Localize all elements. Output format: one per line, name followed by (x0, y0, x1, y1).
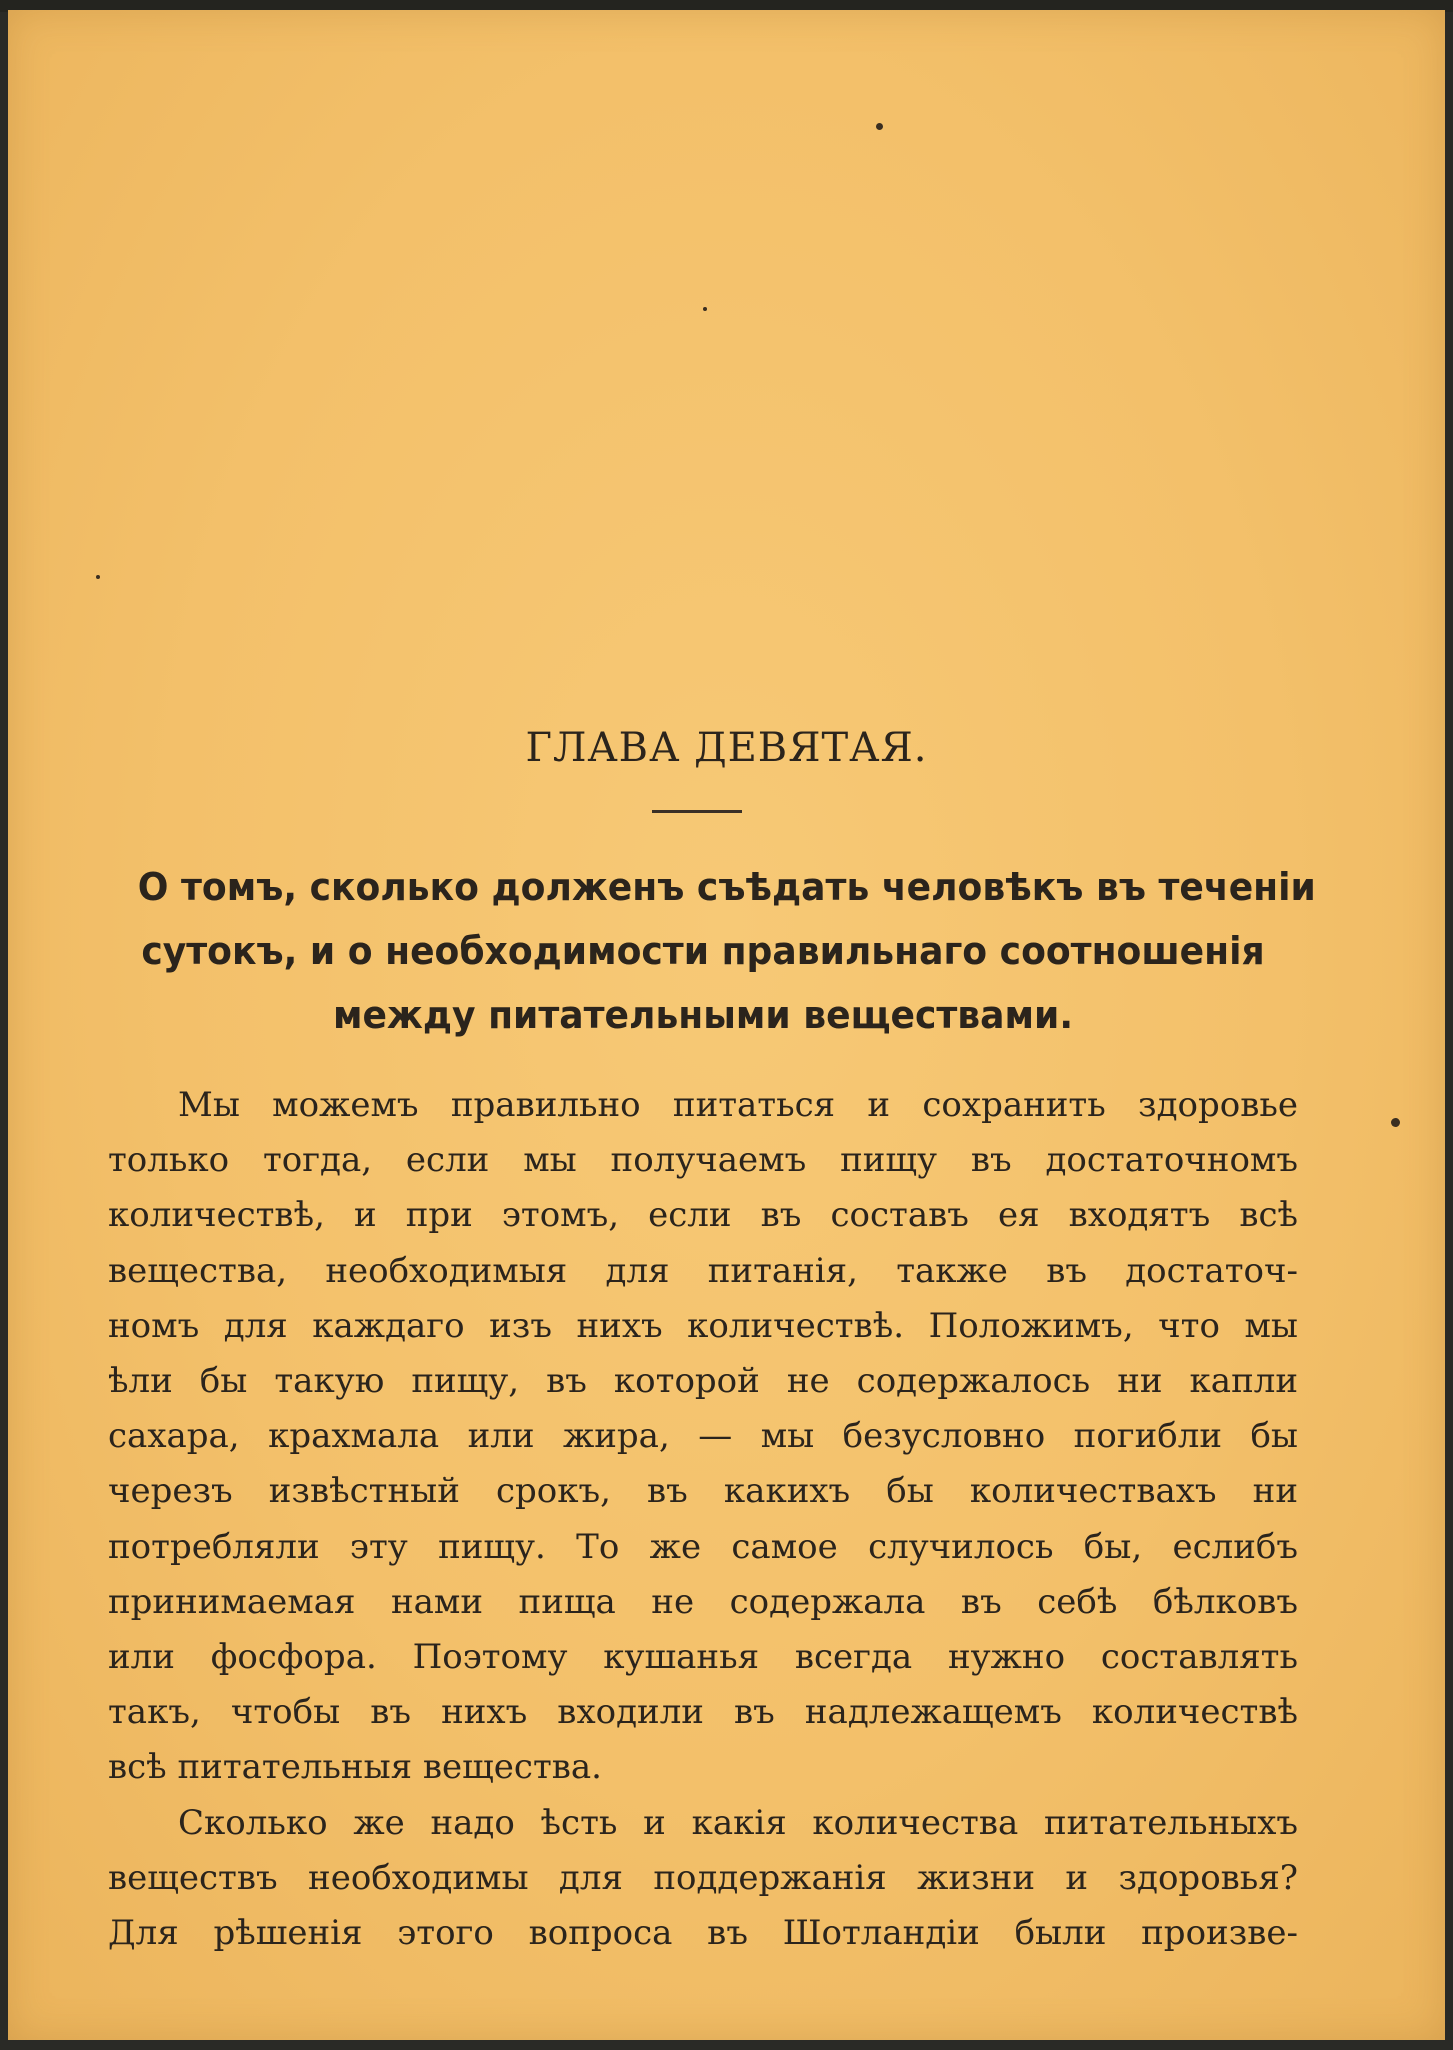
text-line: вещества, необходимыя для питанія, также въ достаточ- (108, 1250, 1298, 1291)
text-line: потребляли эту пищу. То же самое случилось бы, еслибъ (108, 1526, 1298, 1567)
paper-speck (703, 307, 707, 311)
text-line: принимаемая нами пища не содержала въ себѣ бѣлковъ (108, 1581, 1298, 1622)
chapter-heading: ГЛАВА ДЕВЯТАЯ. (525, 724, 928, 771)
text-line: всѣ питательныя вещества. (108, 1747, 602, 1788)
text-line: сахара, крахмала или жира, — мы безусловно погибли бы (108, 1416, 1298, 1457)
text-line: Для рѣшенія этого вопроса въ Шотландіи были произве- (108, 1913, 1298, 1954)
text-line: или фосфора. Поэтому кушанья всегда нужно составлять (108, 1637, 1298, 1678)
chapter-title (137, 855, 1316, 1047)
body-text (108, 1078, 1298, 1961)
text-line: Сколько же надо ѣсть и какія количества питательныхъ (178, 1802, 1298, 1843)
text-line: веществъ необходимы для поддержанія жизни и здоровья? (108, 1857, 1298, 1898)
paper-speck (1391, 1118, 1400, 1127)
text-line: количествѣ, и при этомъ, если въ составъ ея входятъ всѣ (108, 1195, 1298, 1236)
text-line: номъ для каждаго изъ нихъ количествѣ. Положимъ, что мы (108, 1305, 1298, 1346)
text-line: черезъ извѣстный срокъ, въ какихъ бы количествахъ ни (108, 1471, 1298, 1512)
book-page (8, 10, 1445, 2040)
paper-speck (96, 575, 100, 579)
text-line: ѣли бы такую пищу, въ которой не содержалось ни капли (108, 1361, 1298, 1402)
text-line: Мы можемъ правильно питаться и сохранить здоровье (178, 1085, 1298, 1125)
chapter-title-line: сутокъ, и о необходимости правильнаго соотношенія (141, 929, 1265, 973)
paragraph (108, 1078, 1298, 1796)
paper-speck (876, 123, 883, 130)
chapter-title-line: между питательными веществами. (332, 993, 1074, 1037)
text-line: только тогда, если мы получаемъ пищу въ достаточномъ (108, 1140, 1298, 1181)
paragraph (108, 1796, 1298, 1962)
text-line: такъ, чтобы въ нихъ входили въ надлежащемъ количествѣ (108, 1692, 1298, 1733)
heading-divider (652, 810, 742, 813)
chapter-title-line: О томъ, сколько долженъ съѣдать человѣкъ въ теченiи (137, 865, 1316, 909)
